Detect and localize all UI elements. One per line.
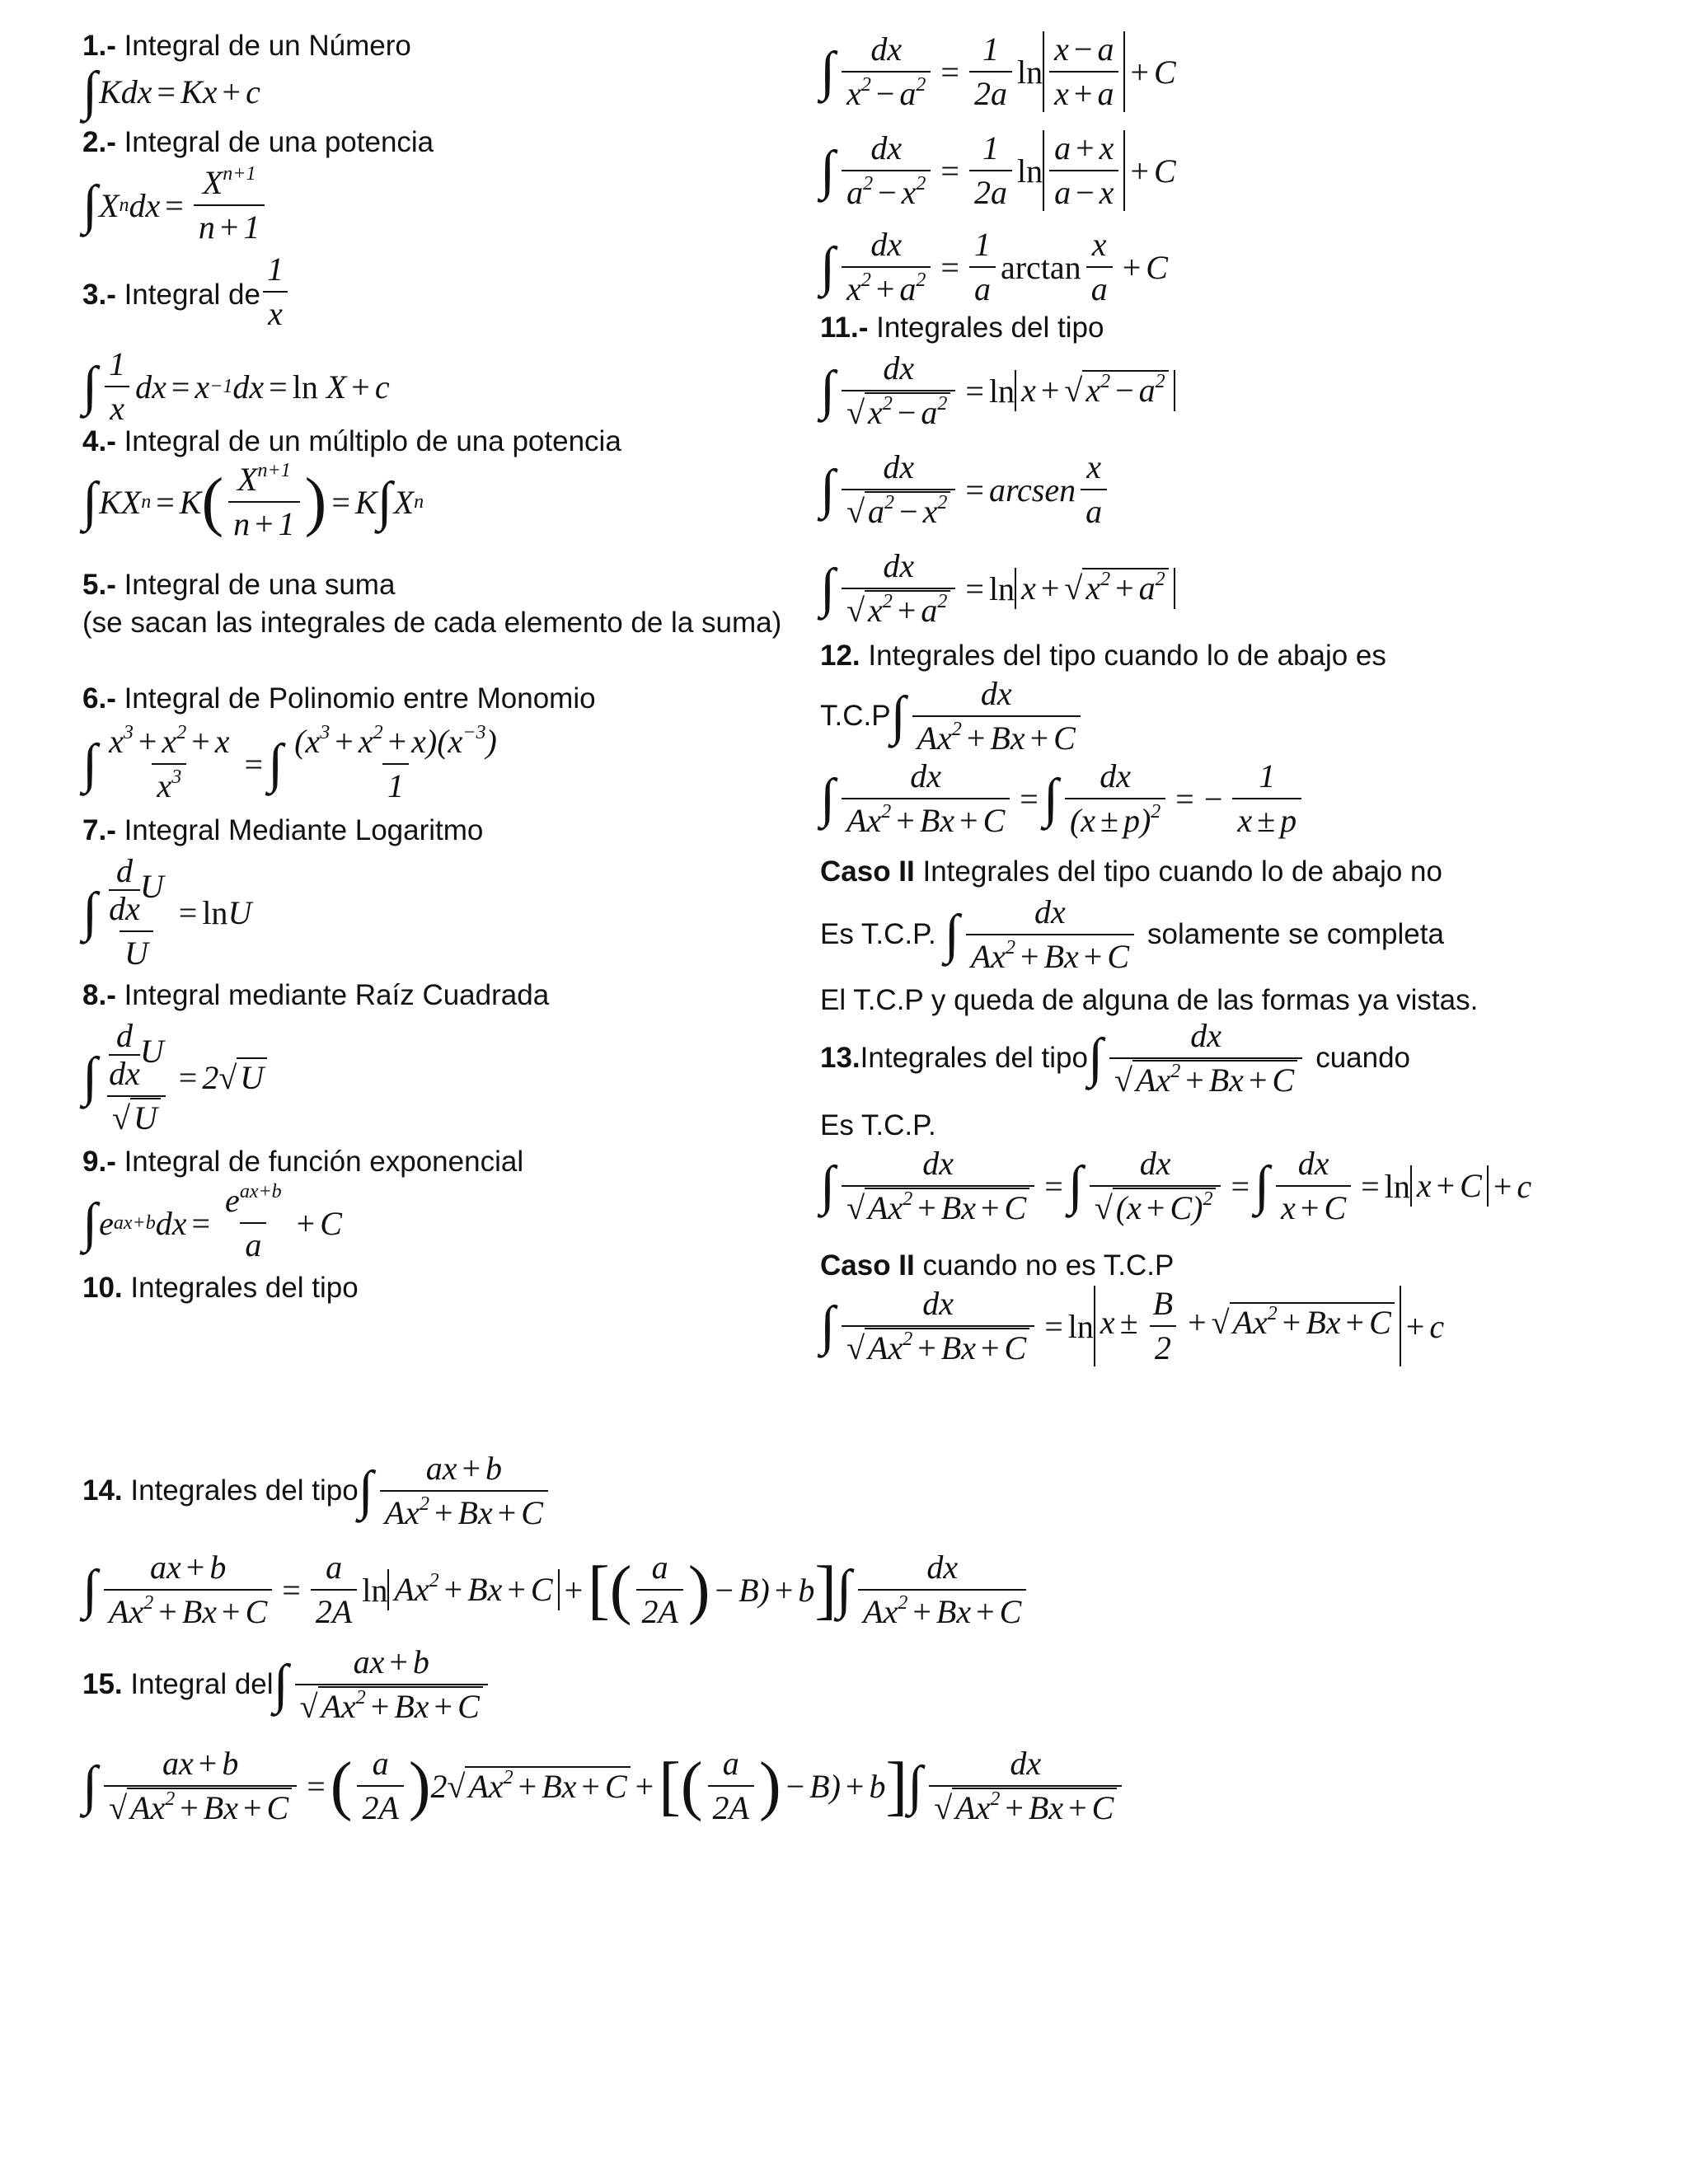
heading-caso-2a: Caso II Integrales del tipo cuando lo de abajo no <box>820 855 1442 888</box>
formula-2: ∫ X n dx = $\frac{X^{n+1}}{n + 1}$ <box>82 165 270 246</box>
formula-10b: ∫ $\frac{dx}{a^2 - x^2}$ = $\frac{1}{2a}$ ln $\frac{a + x}{a - x}$ + C <box>820 129 1176 211</box>
formula-4: ∫ KX n = K ( $\frac{X^{n+1}}{n + 1}$ ) = K ∫ X n <box>82 460 424 542</box>
heading-11: 11.- Integrales del tipo <box>820 312 1104 344</box>
heading-10: 10. Integrales del tipo <box>82 1272 359 1304</box>
formula-11c: ∫ $\frac{dx}{√ x^2 + a^2}$ = ln x + √ $x^2 + a^2$ <box>820 548 1175 629</box>
heading-12: 12. Integrales del tipo cuando lo de abajo es <box>820 640 1386 672</box>
heading-1: 1.- Integral de un Número <box>82 30 411 62</box>
formula-7: ∫ $\frac{d}{dx}$ U U = ln U <box>82 852 252 972</box>
formula-15: ∫ $\frac{ax + b}{√ Ax^2 + Bx + C}$ = ( $\frac{a}{2A}$ ) 2 √ $Ax^2 + Bx + C$ + [ ( $\frac{a}{2A}$ ) − B) + b ] ∫ $\frac{dx}{√ Ax^2 + Bx + C}$ <box>82 1746 1127 1826</box>
formula-11b: ∫ $\frac{dx}{√ a^2 - x^2}$ = arcsen $\frac{x}{a}$ <box>820 449 1112 530</box>
es-tcp-b: Es T.C.P. <box>820 1109 936 1141</box>
formula-11a: ∫ $\frac{dx}{√ x^2 - a^2}$ = ln x + √ $x^2 - a^2$ <box>820 350 1175 431</box>
heading-6: 6.- Integral de Polinomio entre Monomio <box>82 682 596 715</box>
heading-3: 3.- Integral de <box>82 279 260 311</box>
formula-10a: ∫ $\frac{dx}{x^2 - a^2}$ = $\frac{1}{2a}$ ln $\frac{x - a}{x + a}$ + C <box>820 30 1176 112</box>
formula-13-type: 13.Integrales del tipo ∫ $\frac{dx}{√ Ax^2 + Bx + C}$ cuando <box>820 1017 1411 1099</box>
formula-10c: ∫ $\frac{dx}{x^2 + a^2}$ = $\frac{1}{a}$ arctan $\frac{x}{a}$ + C <box>820 226 1168 307</box>
heading-4: 4.- Integral de un múltiplo de una potencia <box>82 425 621 457</box>
formula-9: ∫ e ax+b dx = $\frac{e^{ax+b}}{a}$ + C <box>82 1181 342 1263</box>
formula-caso-2a: Es T.C.P. ∫ $\frac{dx}{Ax^2 + Bx + C}$ solamente se completa <box>820 893 1444 975</box>
el-tcp-text: El T.C.P y queda de alguna de las formas ya vistas. <box>820 984 1479 1016</box>
heading-2: 2.- Integral de una potencia <box>82 126 434 158</box>
formula-8: ∫ $\frac{d}{dx}$ U √ U = 2 √ U <box>82 1018 267 1137</box>
formula-14: ∫ $\frac{ax + b}{Ax^2 + Bx + C}$ = $\frac{a}{2A}$ ln $Ax^2 + Bx + C$ + [ ( $\frac{a}{2A}$ ) − B) + b ] ∫ $\frac{dx}{Ax^2 + Bx + C}$ <box>82 1549 1031 1630</box>
heading-8: 8.- Integral mediante Raíz Cuadrada <box>82 979 550 1011</box>
heading-5-note: (se sacan las integrales de cada elemento de la suma) <box>82 607 782 639</box>
formula-12-type: T.C.P ∫ $\frac{dx}{Ax^2 + Bx + C}$ <box>820 676 1085 757</box>
formula-13: ∫ $\frac{dx}{√ Ax^2 + Bx + C}$ = ∫ $\frac{dx}{√ (x + C)^2}$ = ∫ $\frac{dx}{x + C}$ = ln x + C + c <box>820 1145 1532 1226</box>
formula-1: ∫ Kdx = Kx + c <box>82 61 260 121</box>
formula-6: ∫ $\frac{x^3 + x^2 + x}{x^3}$ = ∫ $\frac{(x^3 + x^2 + x)(x^{-3})}{1}$ <box>82 722 497 804</box>
frac-1-over-x: $\frac{1}{x}$ <box>257 251 293 332</box>
heading-7: 7.- Integral Mediante Logaritmo <box>82 814 484 846</box>
formula-14-type: 14. Integrales del tipo ∫ $\frac{ax + b}{Ax^2 + Bx + C}$ <box>82 1451 553 1531</box>
tcp-label: T.C.P <box>820 700 891 732</box>
heading-caso-2b: Caso II cuando no es T.C.P <box>820 1249 1175 1282</box>
formula-caso-2b: ∫ $\frac{dx}{√ Ax^2 + Bx + C}$ = ln x ± $\frac{B}{2}$ + √ $Ax^2 + Bx + C$ + c <box>820 1285 1445 1366</box>
heading-9: 9.- Integral de función exponencial <box>82 1146 524 1178</box>
heading-5: 5.- Integral de una suma <box>82 569 396 601</box>
formula-3: ∫ $\frac{1}{x}$ dx = x −1 dx = ln X + c <box>82 345 390 427</box>
formula-15-type: 15. Integral del ∫ $\frac{ax + b}{√ Ax^2 + Bx + C}$ <box>82 1644 493 1725</box>
formula-12: ∫ $\frac{dx}{Ax^2 + Bx + C}$ = ∫ $\frac{dx}{(x \pm p)^2}$ = − $\frac{1}{x \pm p}$ <box>820 758 1306 839</box>
